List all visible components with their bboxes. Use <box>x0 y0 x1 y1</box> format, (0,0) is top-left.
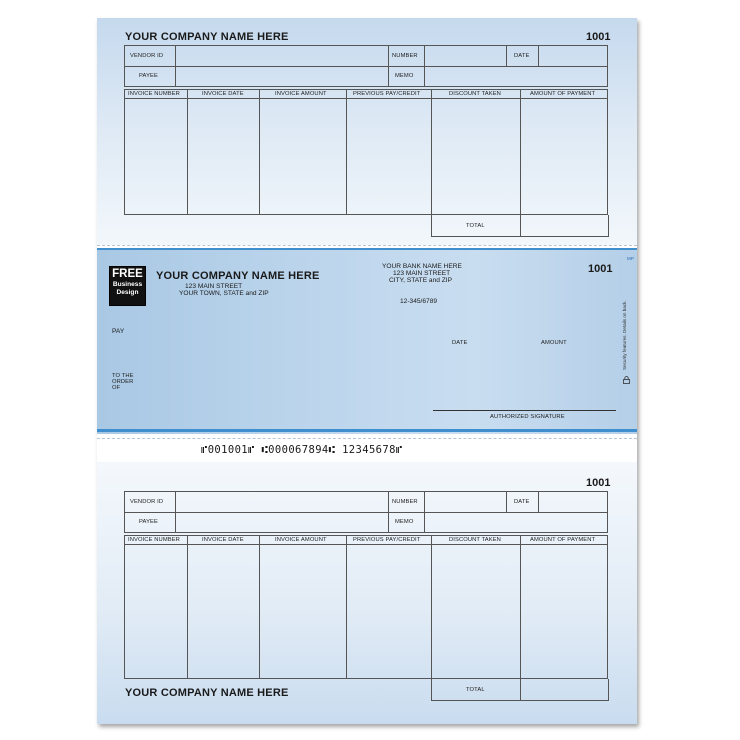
bottom-check-number: 1001 <box>586 477 611 489</box>
top-vendor-id-label: VENDOR ID <box>130 53 164 59</box>
bottom-col-invoice-amount: INVOICE AMOUNT <box>275 537 327 543</box>
bottom-invoice-table <box>124 535 608 679</box>
check-company-city: YOUR TOWN, STATE and ZIP <box>179 290 269 297</box>
bottom-col-previous-pay: PREVIOUS PAY/CREDIT <box>353 537 421 543</box>
bottom-vendor-id-label: VENDOR ID <box>130 499 164 505</box>
bottom-company-title: YOUR COMPANY NAME HERE <box>125 687 289 699</box>
check-company-street: 123 MAIN STREET <box>185 283 243 290</box>
middle-perforation <box>97 438 637 439</box>
pay-label: PAY <box>112 328 125 335</box>
check-sheet <box>97 18 637 724</box>
mp-mark: MP <box>627 256 634 261</box>
top-date-label: DATE <box>514 53 530 59</box>
top-number-label: NUMBER <box>392 53 418 59</box>
top-col-discount-taken: DISCOUNT TAKEN <box>449 91 501 97</box>
top-col-previous-pay: PREVIOUS PAY/CREDIT <box>353 91 421 97</box>
check-amount-label: AMOUNT <box>541 340 567 346</box>
bottom-total-label: TOTAL <box>466 687 485 693</box>
top-col-invoice-date: INVOICE DATE <box>202 91 244 97</box>
authorized-signature-label: AUTHORIZED SIGNATURE <box>490 414 565 420</box>
free-business-design-logo: FREE Business Design <box>109 266 146 306</box>
top-invoice-table <box>124 89 608 215</box>
bank-city: CITY, STATE and ZIP <box>389 277 453 284</box>
bottom-col-discount-taken: DISCOUNT TAKEN <box>449 537 501 543</box>
top-voucher-stub <box>97 18 637 245</box>
top-col-invoice-amount: INVOICE AMOUNT <box>275 91 327 97</box>
top-company-title: YOUR COMPANY NAME HERE <box>125 31 289 43</box>
bottom-number-label: NUMBER <box>392 499 418 505</box>
bank-name: YOUR BANK NAME HERE <box>382 263 462 270</box>
check-date-label: DATE <box>452 340 468 346</box>
bottom-date-label: DATE <box>514 499 530 505</box>
signature-line <box>433 410 616 411</box>
bottom-col-invoice-number: INVOICE NUMBER <box>128 537 180 543</box>
top-col-invoice-number: INVOICE NUMBER <box>128 91 180 97</box>
bottom-payee-label: PAYEE <box>139 519 158 525</box>
top-total-label: TOTAL <box>466 223 485 229</box>
micr-line: ⑈001001⑈ ⑆000067894⑆ 12345678⑈ <box>201 444 403 456</box>
bottom-voucher-stub <box>97 462 637 724</box>
security-features-text: Security features. Details on back. <box>622 300 627 370</box>
to-the-order-of-label: TO THE ORDER OF <box>112 373 134 391</box>
top-perforation <box>97 245 637 246</box>
bottom-memo-label: MEMO <box>395 519 414 525</box>
check-company-name: YOUR COMPANY NAME HERE <box>156 270 320 282</box>
bank-street: 123 MAIN STREET <box>393 270 451 277</box>
bank-fraction: 12-345/6789 <box>400 298 438 305</box>
top-check-number: 1001 <box>586 31 611 43</box>
top-payee-label: PAYEE <box>139 73 158 79</box>
bottom-col-amount-of-payment: AMOUNT OF PAYMENT <box>530 537 596 543</box>
top-col-amount-of-payment: AMOUNT OF PAYMENT <box>530 91 596 97</box>
check-number: 1001 <box>588 263 613 275</box>
top-memo-label: MEMO <box>395 73 414 79</box>
padlock-icon <box>623 376 630 384</box>
bottom-col-invoice-date: INVOICE DATE <box>202 537 244 543</box>
